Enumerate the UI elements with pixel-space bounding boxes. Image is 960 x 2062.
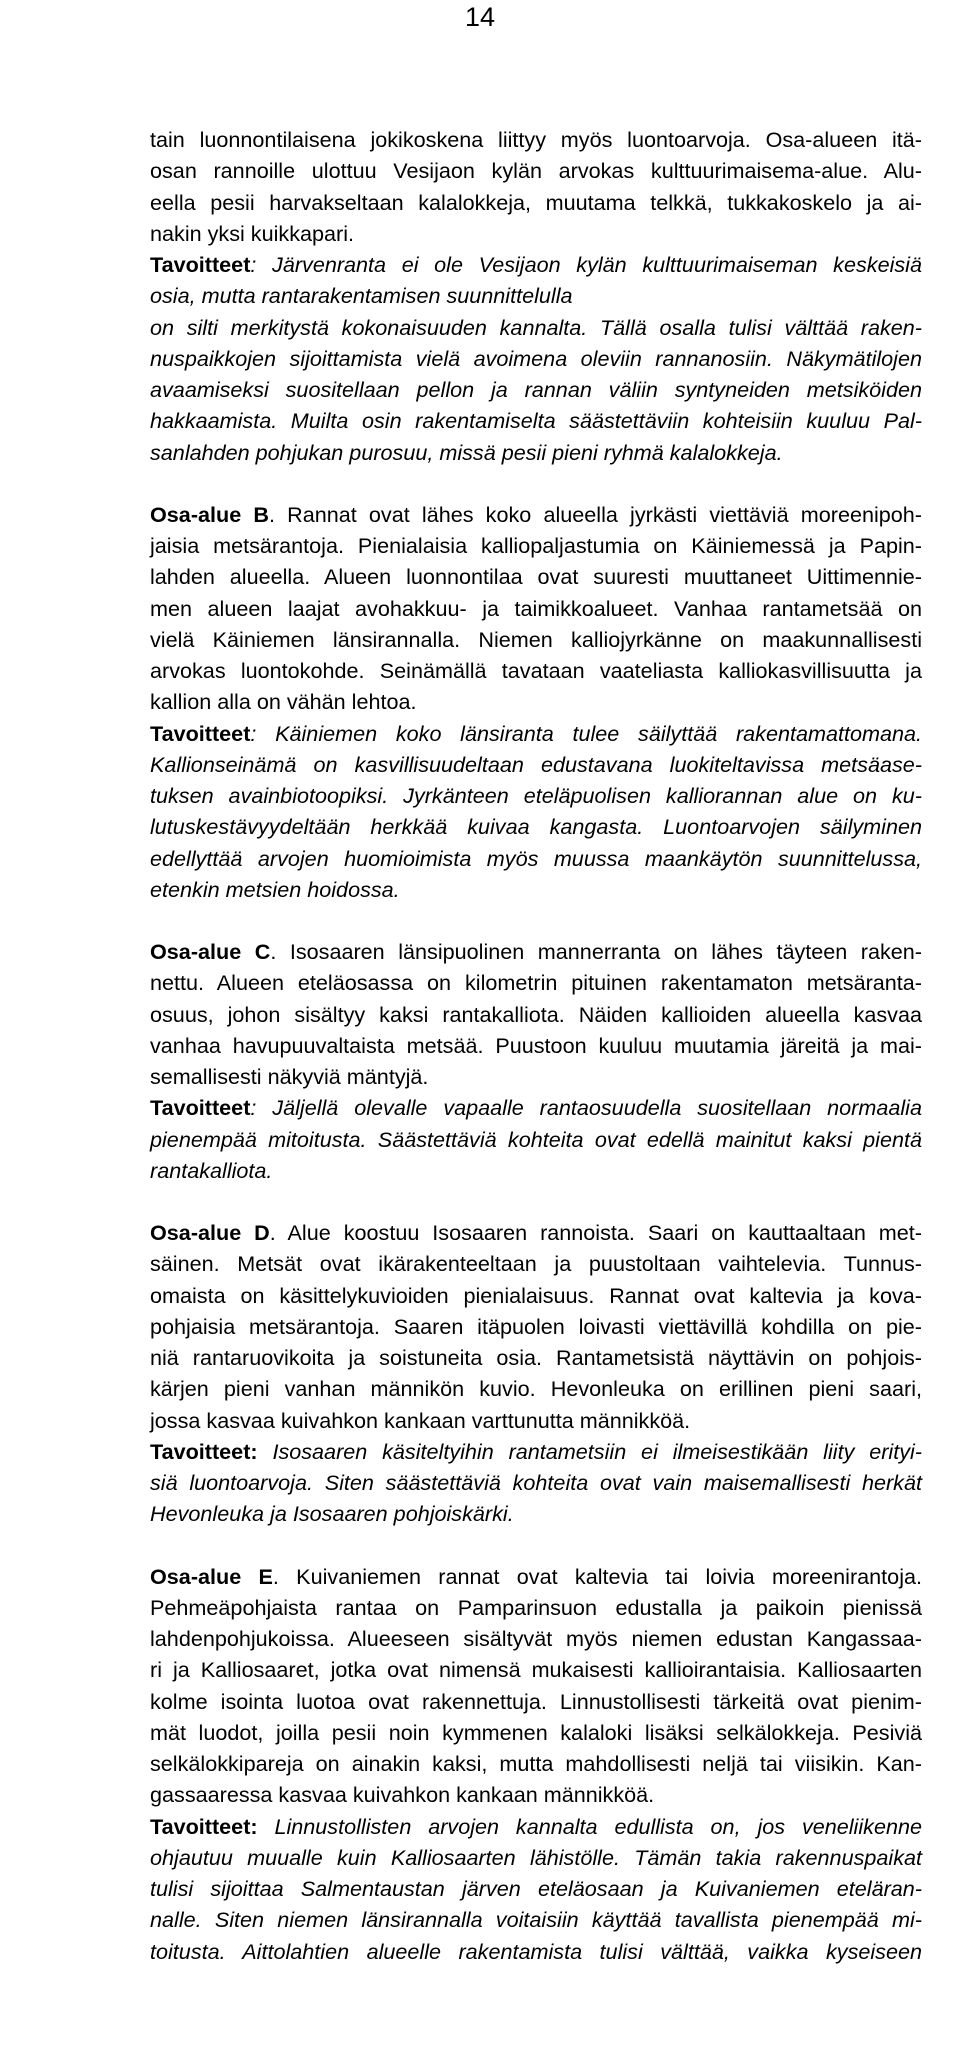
text-line: tain luonnontilaisena jokikoskena liittyy myös luontoarvoja. Osa-alueen itä-: [150, 127, 922, 152]
section-first-line: [150, 1561, 922, 1592]
section-first-line: [150, 499, 922, 530]
goal-text: : Käiniemen koko länsiranta tulee säilyttää rakentamattomana.: [250, 720, 922, 746]
page-number: 14: [464, 2, 496, 32]
text-line: semallisesti näkyviä mäntyjä.: [150, 1064, 429, 1089]
text-line: niä rantaruovikoita ja soistuneita osia. Rantametsistä näyttävin on pohjois-: [150, 1345, 922, 1370]
goal-line: tulisi sijoittaa Salmentaustan järven eteläosaan ja Kuivaniemen eteläran-: [150, 1876, 922, 1901]
goal-line: toitusta. Aittolahtien alueelle rakentamista tulisi välttää, vaikka kyseiseen: [150, 1938, 922, 1964]
goal-label: Tavoitteet: [150, 1095, 251, 1121]
goal-label: Tavoitteet:: [150, 1813, 258, 1839]
goal-text: : Järvenranta ei ole Vesijaon kylän kulttuurimaiseman keskeisiä: [250, 252, 922, 277]
text-line: eella pesii harvakseltaan kalalokkeja, muutama telkkä, tukkakoskelo ja ai-: [150, 189, 922, 215]
goal-line: etenkin metsien hoidossa.: [150, 876, 400, 902]
text-line: Pehmeäpohjaista rantaa on Pamparinsuon edustalla ja paikoin pienissä: [150, 1594, 922, 1620]
text-line: säinen. Metsät ovat ikärakenteeltaan ja puustoltaan vaihtelevia. Tunnus-: [150, 1251, 922, 1277]
goal-label: Tavoitteet:: [150, 1438, 258, 1464]
goal-first-line: [150, 1092, 922, 1123]
goal-line: ohjautuu muualle kuin Kalliosaarten lähistölle. Tämän takia rakennuspaikat: [150, 1844, 922, 1870]
section-c: [150, 936, 922, 1186]
section-text: . Alue koostuu Isosaaren rannoista. Saari on kauttaaltaan met-: [269, 1220, 922, 1245]
goal-label: Tavoitteet: [150, 720, 251, 746]
section-e: [150, 1561, 922, 1967]
text-line: gassaaressa kasvaa kuivahkon kankaan männikköä.: [150, 1782, 655, 1808]
goal-line: avaamiseksi suositellaan pellon ja rannan väliin syntyneiden metsiköiden: [150, 377, 922, 402]
goal-line: lutuskestävyydeltään herkkää kuivaa kangasta. Luontoarvojen säilyminen: [150, 814, 922, 840]
document-body: [150, 124, 922, 1998]
text-line: kolme isointa luotoa ovat rakennettuja. Linnustollisesti tärkeitä ovat pienim-: [150, 1688, 922, 1714]
goal-line: nalle. Siten niemen länsirannalla voitaisiin käyttää tavallista pienempää mi-: [150, 1907, 922, 1933]
goal-text: : Jäljellä olevalle vapaalle rantaosuudella suositellaan normaalia: [250, 1095, 922, 1121]
goal-line: rantakalliota.: [150, 1157, 273, 1183]
text-line: vanhaa havupuuvaltaista metsää. Puustoon kuuluu muutamia järeitä ja mai-: [150, 1032, 922, 1058]
section-text: . Isosaaren länsipuolinen mannerranta on lähes täyteen raken-: [270, 939, 922, 964]
section-label: Osa-alue B: [150, 501, 269, 527]
text-line: men alueen laajat avohakkuu- ja taimikkoalueet. Vanhaa rantametsää on: [150, 595, 922, 621]
text-line: mät luodot, joilla pesii noin kymmenen kalaloki lisäksi selkälokkeja. Pesiviä: [150, 1719, 922, 1745]
goal-line: tuksen avainbiotoopiksi. Jyrkänteen eteläpuolisen kalliorannan alue on ku-: [150, 783, 922, 808]
section-label: Osa-alue D: [150, 1220, 270, 1245]
text-line: jossa kasvaa kuivahkon kankaan varttunutta männikköä.: [150, 1407, 691, 1433]
section-label: Osa-alue E: [150, 1563, 273, 1589]
goal-first-line: [150, 249, 922, 280]
text-line: osuus, johon sisältyy kaksi rantakalliota. Näiden kallioiden alueella kasvaa: [150, 1001, 922, 1027]
goal-line: osia, mutta rantarakentamisen suunnittelulla: [150, 283, 573, 309]
text-line: vielä Käiniemen länsirannalla. Niemen kalliojyrkänne on maakunnallisesti: [150, 626, 922, 652]
goal-text: Linnustollisten arvojen kannalta edullista on, jos veneliikenne: [257, 1813, 922, 1839]
text-line: lahden alueella. Alueen luonnontilaa ovat suuresti muuttaneet Uittimennie-: [150, 564, 922, 590]
goal-line: edellyttää arvojen huomioimista myös muussa maankäytön suunnittelussa,: [150, 845, 922, 871]
goal-line: sanlahden pohjukan purosuu, missä pesii pieni ryhmä kalalokkeja.: [150, 439, 783, 465]
section-text: . Rannat ovat lähes koko alueella jyrkästi viettäviä moreenipoh-: [268, 501, 922, 527]
text-line: lahdenpohjukoissa. Alueeseen sisältyvät myös niemen edustan Kangassaa-: [150, 1626, 922, 1651]
section-b: [150, 499, 922, 905]
goal-first-line: [150, 718, 922, 749]
goal-line: pienempää mitoitusta. Säästettäviä kohteita ovat edellä mainitut kaksi pientä: [150, 1126, 922, 1152]
intro-block: [150, 124, 922, 468]
goal-label: Tavoitteet: [150, 252, 251, 277]
text-line: ri ja Kalliosaaret, jotka ovat nimensä mukaisesti kallioirantaisia. Kalliosaarten: [150, 1657, 922, 1683]
text-line: osan rannoille ulottuu Vesijaon kylän arvokas kulttuurimaisema-alue. Alu-: [150, 158, 922, 184]
text-line: selkälokkipareja on ainakin kaksi, mutta mahdollisesti neljä tai viisikin. Kan-: [150, 1751, 922, 1776]
text-line: arvokas luontokohde. Seinämällä tavataan vaateliasta kalliokasvillisuutta ja: [150, 658, 922, 683]
section-label: Osa-alue C: [150, 939, 271, 964]
text-line: kallion alla on vähän lehtoa.: [150, 689, 417, 715]
section-text: . Kuivaniemen rannat ovat kaltevia tai loivia moreenirantoja.: [272, 1563, 922, 1589]
goal-line: siä luontoarvoja. Siten säästettäviä kohteita ovat vain maisemallisesti herkät: [150, 1470, 922, 1495]
section-d: [150, 1217, 922, 1530]
section-first-line: [150, 936, 922, 967]
goal-line: hakkaamista. Muilta osin rakentamiselta säästettäviin kohteisiin kuuluu Pal-: [150, 408, 922, 434]
text-line: nettu. Alueen eteläosassa on kilometrin pituinen rakentamaton metsäranta-: [150, 970, 922, 996]
goal-line: nuspaikkojen sijoittamista vielä avoimena oleviin rannanosiin. Näkymätilojen: [150, 345, 922, 371]
text-line: omaista on käsittelykuvioiden pienialaisuus. Rannat ovat kaltevia ja kova-: [150, 1282, 922, 1308]
text-line: nakin yksi kuikkapari.: [150, 220, 355, 246]
text-line: jaisia metsärantoja. Pienialaisia kalliopaljastumia on Käiniemessä ja Papin-: [150, 533, 922, 558]
goal-line: Kallionseinämä on kasvillisuudeltaan edustavana luokiteltavissa metsäase-: [150, 751, 922, 777]
text-line: kärjen pieni vanhan männikön kuvio. Hevonleuka on erillinen pieni saari,: [150, 1376, 922, 1402]
section-first-line: [150, 1217, 922, 1248]
text-line: pohjaisia metsärantoja. Saaren itäpuolen loivasti viettävillä kohdilla on pie-: [150, 1313, 922, 1339]
goal-line: Hevonleuka ja Isosaaren pohjoiskärki.: [150, 1501, 514, 1527]
goal-text: Isosaaren käsiteltyihin rantametsiin ei ilmeisestikään liity erityi-: [257, 1438, 922, 1464]
goal-line: on silti merkitystä kokonaisuuden kannalta. Tällä osalla tulisi välttää raken-: [150, 314, 922, 340]
goal-first-line: [150, 1436, 922, 1467]
goal-first-line: [150, 1811, 922, 1842]
